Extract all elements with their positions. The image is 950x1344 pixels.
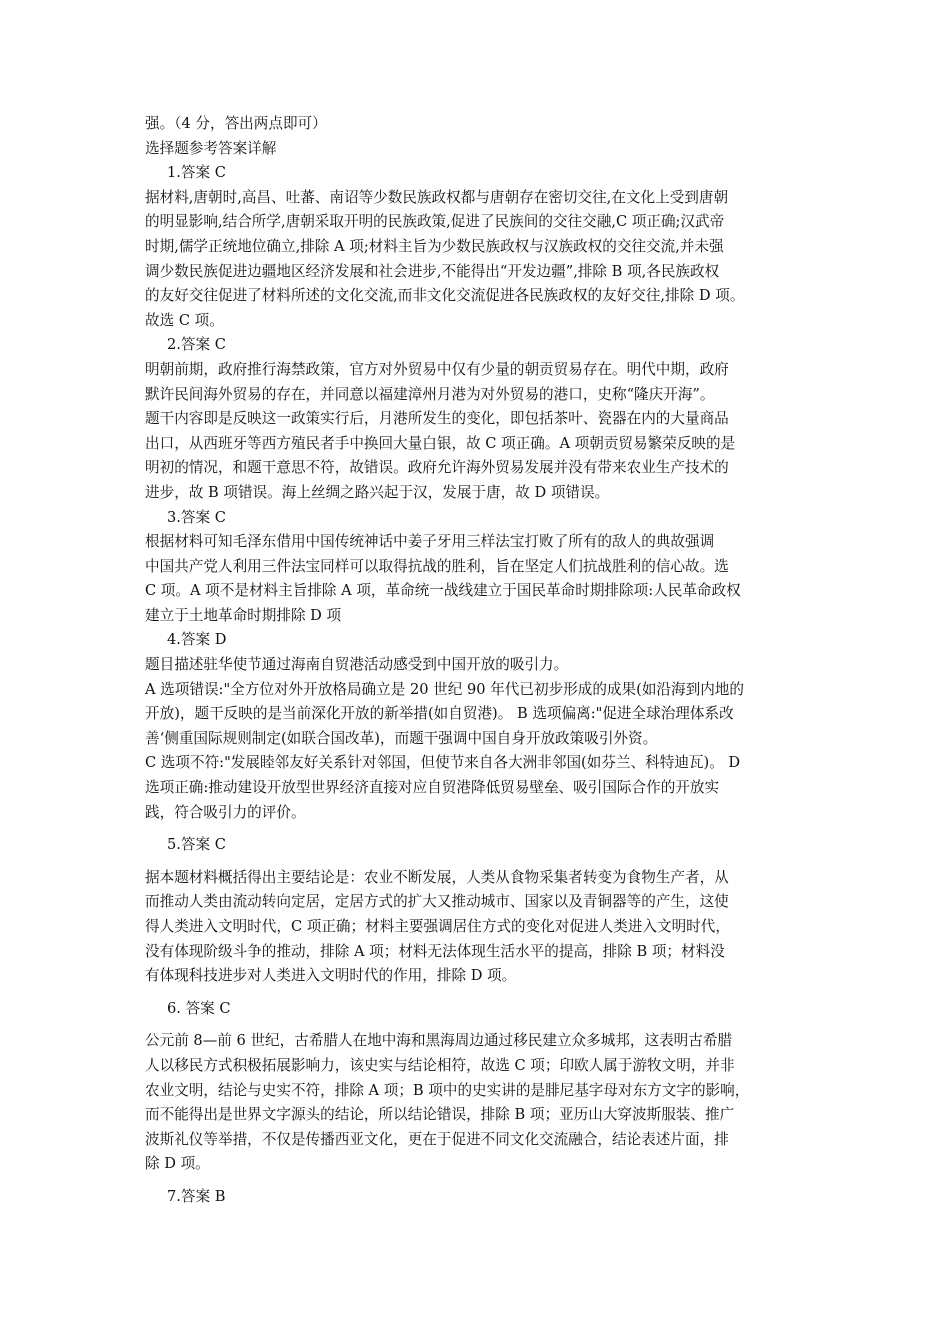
text-line: 除 D 项。 [145, 1155, 210, 1173]
text-line: 开放)，题干反映的是当前深化开放的新举措(如自贸港)。 B 选项偏离:"促进全球治理体系改 [145, 705, 734, 723]
text-line: 进步，故 B 项错误。海上丝绸之路兴起于汉，发展于唐，故 D 项错误。 [145, 483, 610, 501]
text-line: 波斯礼仪等举措，不仅是传播西亚文化，更在于促进不同文化交流融合，结论表述片面，排 [145, 1130, 729, 1148]
text-line: 故选 C 项。 [145, 311, 224, 329]
text-line: 强。（4 分，答出两点即可） [145, 115, 327, 132]
text-line: 选择题参考答案详解 [145, 139, 277, 157]
answer-heading: 6. 答案 C [167, 999, 231, 1017]
text-line: 默许民间海外贸易的存在，并同意以福建漳州月港为对外贸易的港口，史称“隆庆开海”。 [145, 385, 715, 403]
text-line: 践，符合吸引力的评价。 [145, 803, 306, 821]
explanation-paragraph [145, 112, 813, 161]
text-line: 善‘侧重国际规则制定(如联合国改革)，而题干强调中国自身开放政策吸引外资。 [145, 729, 658, 747]
text-line: 的明显影响,结合所学,唐朝采取开明的民族政策,促进了民族间的交往交融,C 项正确;汉武帝 [145, 213, 725, 231]
text-line: 而不能得出是世界文字源头的结论，所以结论错误，排除 B 项；亚历山大穿波斯服装、推广 [145, 1106, 735, 1124]
text-line: C 项。A 项不是材料主旨排除 A 项，革命统一战线建立于国民革命时期排除项:人民革命政权 [145, 582, 741, 600]
text-line: 农业文明，结论与史实不符，排除 A 项；B 项中的史实讲的是腓尼基字母对东方文字的影响， [145, 1081, 750, 1099]
text-line: 根据材料可知毛泽东借用中国传统神话中姜子牙用三样法宝打败了所有的敌人的典故强调 [145, 533, 715, 551]
text-line: 得人类进入文明时代，C 项正确；材料主要强调居住方式的变化对促进人类进入文明时代， [145, 918, 730, 935]
explanation-paragraph [145, 530, 813, 628]
text-line: 明朝前期，政府推行海禁政策，官方对外贸易中仅有少量的朝贡贸易存在。明代中期，政府 [145, 360, 729, 378]
text-line: C 选项不符:"发展睦邻友好关系针对邻国，但使节来自各大洲非邻国(如芬兰、科特迪瓦)。 D [145, 754, 741, 772]
text-line: 没有体现阶级斗争的推动，排除 A 项；材料无法体现生活水平的提高，排除 B 项；材料没 [145, 942, 725, 960]
answer-document [145, 112, 813, 1210]
text-line: 有体现科技进步对人类进入文明时代的作用，排除 D 项。 [145, 967, 517, 985]
explanation-paragraph [145, 653, 813, 825]
text-line: 据材料,唐朝时,高昌、吐蕃、南诏等少数民族政权都与唐朝存在密切交往,在文化上受到唐朝 [145, 188, 729, 206]
answer-heading: 2.答案 C [167, 336, 226, 354]
answer-heading: 7.答案 B [167, 1187, 226, 1205]
text-line: 的友好交往促进了材料所述的文化交流,而非文化交流促进各民族政权的友好交往,排除 D 项。 [145, 287, 745, 305]
answer-heading: 5.答案 C [167, 836, 226, 854]
text-line: 选项正确:推动建设开放型世界经济直接对应自贸港降低贸易壁垒、吸引国际合作的开放实 [145, 779, 720, 797]
text-line: 调少数民族促进边疆地区经济发展和社会进步,不能得出“开发边疆”,排除 B 项,各民族政权 [145, 262, 720, 280]
text-line: 公元前 8—前 6 世纪，古希腊人在地中海和黑海周边通过移民建立众多城邦，这表明古希腊 [145, 1032, 733, 1050]
text-line: A 选项错误:"全方位对外开放格局确立是 20 世纪 90 年代已初步形成的成果(如沿海到内地的 [145, 680, 744, 698]
text-line: 题目描述驻华使节通过海南自贸港活动感受到中国开放的吸引力。 [145, 656, 569, 674]
explanation-paragraph [145, 1029, 813, 1177]
text-line: 出口，从西班牙等西方殖民者手中换回大量白银，故 C 项正确。A 项朝贡贸易繁荣反映的是 [145, 434, 736, 452]
explanation-paragraph [145, 866, 813, 989]
text-line: 建立于土地革命时期排除 D 项 [145, 606, 342, 624]
text-line: 据本题材料概括得出主要结论是：农业不断发展，人类从食物采集者转变为食物生产者，从 [145, 868, 729, 886]
text-line: 明初的情况，和题干意思不符，故错误。政府允许海外贸易发展并没有带来农业生产技术的 [145, 459, 729, 477]
text-line: 人以移民方式积极拓展影响力，该史实与结论相符，故选 C 项；印欧人属于游牧文明，并非 [145, 1056, 735, 1074]
answer-heading: 3.答案 C [167, 508, 226, 526]
text-line: 题干内容即是反映这一政策实行后，月港所发生的变化，即包括茶叶、瓷器在内的大量商品 [145, 410, 729, 428]
answer-heading: 4.答案 D [167, 631, 227, 649]
text-line: 时期,儒学正统地位确立,排除 A 项;材料主旨为少数民族政权与汉族政权的交往交流,并未强 [145, 237, 724, 255]
text-line: 而推动人类由流动转向定居，定居方式的扩大又推动城市、国家以及青铜器等的产生，这使 [145, 893, 729, 911]
answer-heading: 1.答案 C [167, 164, 226, 182]
text-line: 中国共产党人利用三件法宝同样可以取得抗战的胜利，旨在坚定人们抗战胜利的信心故。选 [145, 557, 729, 575]
explanation-paragraph [145, 186, 813, 334]
explanation-paragraph [145, 358, 813, 506]
